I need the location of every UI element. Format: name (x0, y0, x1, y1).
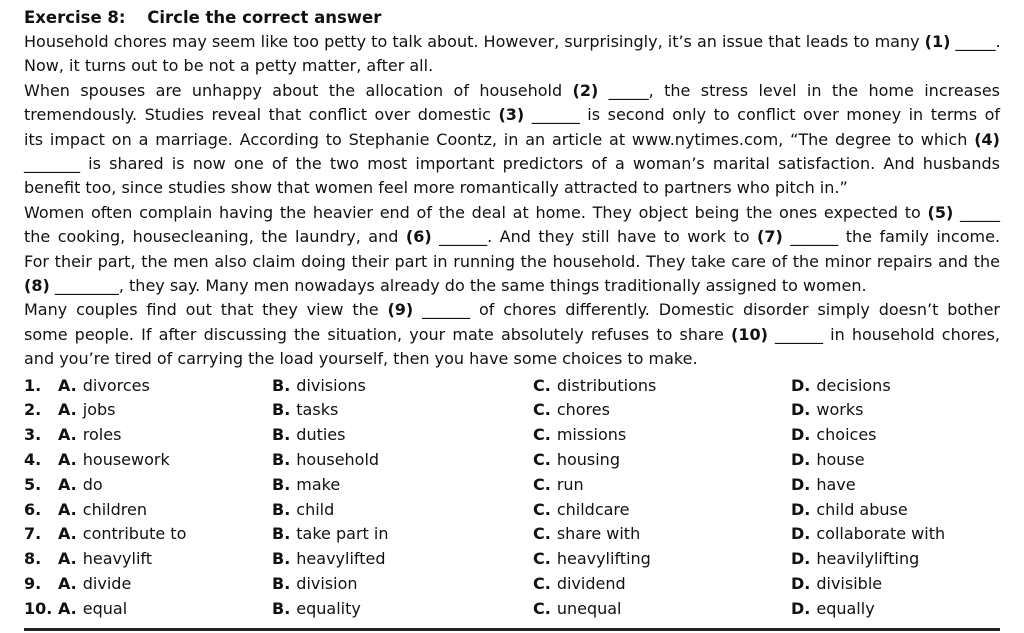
option-letter: C. (533, 400, 551, 420)
option-d[interactable] (791, 473, 856, 498)
passage-line (24, 103, 1000, 127)
option-text: household (296, 450, 380, 470)
option-letter: D. (791, 499, 811, 519)
passage-line (24, 152, 1000, 176)
question-row (24, 547, 1000, 572)
option-a[interactable] (58, 398, 116, 423)
option-c[interactable] (533, 374, 656, 399)
option-letter: D. (791, 450, 811, 470)
option-letter: D. (791, 375, 811, 395)
option-letter: C. (533, 598, 551, 618)
option-text: heavylifting (556, 549, 651, 569)
option-d[interactable] (791, 498, 908, 523)
option-text: unequal (556, 598, 622, 618)
option-text: tasks (296, 400, 339, 420)
question-row (24, 374, 1000, 399)
passage-text: _____ (953, 202, 1001, 222)
option-a[interactable] (58, 597, 127, 622)
option-c[interactable] (533, 498, 629, 523)
question-number: 3. (24, 425, 42, 445)
passage-text: When spouses are unhappy about the allocation of household (24, 80, 573, 100)
option-a[interactable] (58, 473, 103, 498)
passage-line (24, 54, 1000, 78)
option-letter: B. (272, 598, 291, 618)
passage-text: some people. If after discussing the situation, your mate absolutely refuses to share (24, 324, 731, 344)
option-letter: B. (272, 450, 291, 470)
passage-text: Household chores may seem like too petty to talk about. However, surprisingly, it’s an issue that leads to many (24, 32, 925, 51)
option-text: divide (82, 574, 132, 594)
passage-text: its impact on a marriage. According to Stephanie Coontz, in an article at www.nytimes.com, “The degree to which (24, 129, 975, 149)
option-text: run (556, 474, 584, 494)
exercise-page (24, 6, 1000, 622)
option-text: jobs (82, 400, 116, 420)
option-c[interactable] (533, 522, 640, 547)
blank-number: (10) (731, 324, 768, 344)
option-text: childcare (556, 499, 630, 519)
option-c[interactable] (533, 597, 622, 622)
passage-line (24, 298, 1000, 322)
option-letter: B. (272, 549, 291, 569)
option-letter: A. (58, 425, 77, 445)
option-text: contribute to (82, 524, 187, 544)
option-letter: D. (791, 598, 811, 618)
option-text: works (816, 400, 864, 420)
question-row (24, 522, 1000, 547)
option-letter: A. (58, 524, 77, 544)
option-text: choices (816, 425, 877, 445)
option-letter: B. (272, 574, 291, 594)
option-text: roles (82, 425, 122, 445)
option-letter: B. (272, 524, 291, 544)
question-number: 9. (24, 574, 42, 594)
option-text: equal (82, 598, 128, 618)
passage-text: Many couples find out that they view the (24, 300, 388, 320)
option-letter: B. (272, 425, 291, 445)
option-c[interactable] (533, 547, 651, 572)
passage-text: _____, the stress level in the home increases (598, 80, 1001, 100)
passage-text: ______ is second only to conflict over money in terms of (524, 105, 1001, 125)
option-letter: A. (58, 499, 77, 519)
passage-line (24, 30, 1000, 54)
blank-number: (2) (572, 80, 599, 100)
option-d[interactable] (791, 398, 863, 423)
blank-number: (8) (24, 276, 50, 296)
option-text: division (296, 574, 358, 594)
option-text: heavilylifting (816, 549, 920, 569)
passage-text: the cooking, housecleaning, the laundry, and (24, 227, 406, 247)
exercise-instruction: Circle the correct answer (147, 8, 382, 27)
passage-text: Now, it turns out to be not a petty matter, after all. (24, 56, 434, 76)
blank-number: (7) (757, 227, 783, 247)
option-text: heavylifted (296, 549, 386, 569)
option-text: distributions (556, 375, 657, 395)
question-number: 10. (24, 598, 53, 618)
option-letter: A. (58, 574, 77, 594)
option-b[interactable] (272, 597, 361, 622)
option-text: missions (556, 425, 627, 445)
option-d[interactable] (791, 597, 875, 622)
option-letter: D. (791, 400, 811, 420)
option-letter: B. (272, 474, 291, 494)
option-text: equality (296, 598, 361, 618)
passage-line (24, 347, 1000, 371)
option-text: housework (82, 450, 170, 470)
option-letter: C. (533, 474, 551, 494)
option-a[interactable] (58, 498, 147, 523)
option-text: divisible (816, 574, 883, 594)
bottom-divider (24, 628, 1000, 631)
option-text: child (296, 499, 335, 519)
question-row (24, 448, 1000, 473)
option-letter: C. (533, 549, 551, 569)
option-letter: C. (533, 450, 551, 470)
option-a[interactable] (58, 547, 152, 572)
option-b[interactable] (272, 572, 358, 597)
option-letter: A. (58, 375, 77, 395)
option-letter: C. (533, 425, 551, 445)
option-letter: C. (533, 574, 551, 594)
reading-passage (24, 30, 1000, 372)
passage-line (24, 176, 1000, 200)
option-d[interactable] (791, 423, 877, 448)
passage-line (24, 128, 1000, 152)
question-row (24, 423, 1000, 448)
option-text: duties (296, 425, 346, 445)
option-text: house (816, 450, 865, 470)
question-number: 4. (24, 450, 42, 470)
passage-text: tremendously. Studies reveal that conflict over domestic (24, 105, 499, 125)
option-letter: B. (272, 499, 291, 519)
option-text: child abuse (816, 499, 908, 519)
option-b[interactable] (272, 547, 386, 572)
passage-line (24, 274, 1000, 298)
option-a[interactable] (58, 572, 131, 597)
option-letter: A. (58, 400, 77, 420)
passage-text: ______ in household chores, (767, 324, 1000, 344)
option-c[interactable] (533, 448, 620, 473)
option-letter: A. (58, 549, 77, 569)
question-number: 8. (24, 549, 42, 569)
option-letter: D. (791, 425, 811, 445)
blank-number: (6) (405, 227, 432, 247)
passage-text: ________, they say. Many men nowadays already do the same things traditionally assigned to women. (49, 276, 867, 296)
question-row (24, 572, 1000, 597)
option-letter: A. (58, 598, 77, 618)
option-text: equally (816, 598, 875, 618)
answer-options (24, 374, 1000, 622)
option-b[interactable] (272, 522, 388, 547)
question-row (24, 597, 1000, 622)
blank-number: (5) (927, 202, 954, 222)
option-text: do (82, 474, 103, 494)
option-letter: C. (533, 375, 551, 395)
option-c[interactable] (533, 423, 626, 448)
option-letter: C. (533, 499, 551, 519)
option-letter: D. (791, 524, 811, 544)
passage-line (24, 79, 1000, 103)
option-c[interactable] (533, 398, 610, 423)
option-text: divisions (296, 375, 366, 395)
option-b[interactable] (272, 398, 338, 423)
option-b[interactable] (272, 498, 334, 523)
option-d[interactable] (791, 522, 945, 547)
question-row (24, 498, 1000, 523)
option-text: children (82, 499, 147, 519)
option-b[interactable] (272, 374, 366, 399)
blank-number: (3) (498, 105, 525, 125)
option-text: divorces (82, 375, 150, 395)
option-letter: A. (58, 450, 77, 470)
option-b[interactable] (272, 448, 379, 473)
option-text: housing (556, 450, 620, 470)
option-d[interactable] (791, 572, 882, 597)
blank-number: (9) (387, 300, 414, 320)
exercise-heading (24, 6, 1000, 30)
passage-text: ______ of chores differently. Domestic disorder simply doesn’t bother (413, 300, 1000, 320)
question-number: 2. (24, 400, 42, 420)
question-number: 5. (24, 474, 42, 494)
question-number: 1. (24, 375, 42, 395)
option-a[interactable] (58, 423, 121, 448)
passage-text: Women often complain having the heavier end of the deal at home. They object being the ones expected to (24, 202, 928, 222)
exercise-label: Exercise 8: (24, 8, 126, 27)
option-d[interactable] (791, 547, 919, 572)
option-text: heavylift (82, 549, 153, 569)
option-text: take part in (296, 524, 389, 544)
option-letter: D. (791, 474, 811, 494)
option-a[interactable] (58, 448, 170, 473)
option-text: decisions (816, 375, 891, 395)
passage-text: ______. And they still have to work to (431, 227, 758, 247)
passage-text: _______ is shared is now one of the two most important predictors of a woman’s marital satisfaction. And husbands (24, 154, 1000, 174)
option-text: collaborate with (816, 524, 946, 544)
passage-line (24, 201, 1000, 225)
option-letter: D. (791, 574, 811, 594)
option-letter: B. (272, 400, 291, 420)
passage-text: and you’re tired of carrying the load yourself, then you have some choices to make. (24, 349, 698, 369)
option-c[interactable] (533, 572, 626, 597)
blank-number: (1) (924, 32, 951, 51)
option-letter: C. (533, 524, 551, 544)
option-a[interactable] (58, 374, 150, 399)
passage-text: _____. (950, 32, 1001, 51)
option-letter: A. (58, 474, 77, 494)
option-letter: D. (791, 549, 811, 569)
option-text: have (816, 474, 856, 494)
option-text: chores (556, 400, 610, 420)
passage-line (24, 225, 1000, 249)
question-row (24, 473, 1000, 498)
option-text: dividend (556, 574, 626, 594)
option-d[interactable] (791, 448, 865, 473)
option-b[interactable] (272, 423, 345, 448)
option-a[interactable] (58, 522, 186, 547)
passage-text: ______ the family income. (782, 227, 1001, 247)
option-letter: B. (272, 375, 291, 395)
passage-line (24, 323, 1000, 347)
passage-line (24, 250, 1000, 274)
blank-number: (4) (974, 129, 1000, 149)
question-row (24, 398, 1000, 423)
passage-text: benefit too, since studies show that women feel more romantically attracted to partners who pitch in.” (24, 178, 848, 198)
passage-text: For their part, the men also claim doing their part in running the household. They take care of the minor repairs and the (24, 251, 1000, 271)
option-text: share with (556, 524, 641, 544)
question-number: 7. (24, 524, 42, 544)
option-text: make (296, 474, 341, 494)
option-d[interactable] (791, 374, 891, 399)
option-b[interactable] (272, 473, 340, 498)
question-number: 6. (24, 499, 42, 519)
option-c[interactable] (533, 473, 584, 498)
